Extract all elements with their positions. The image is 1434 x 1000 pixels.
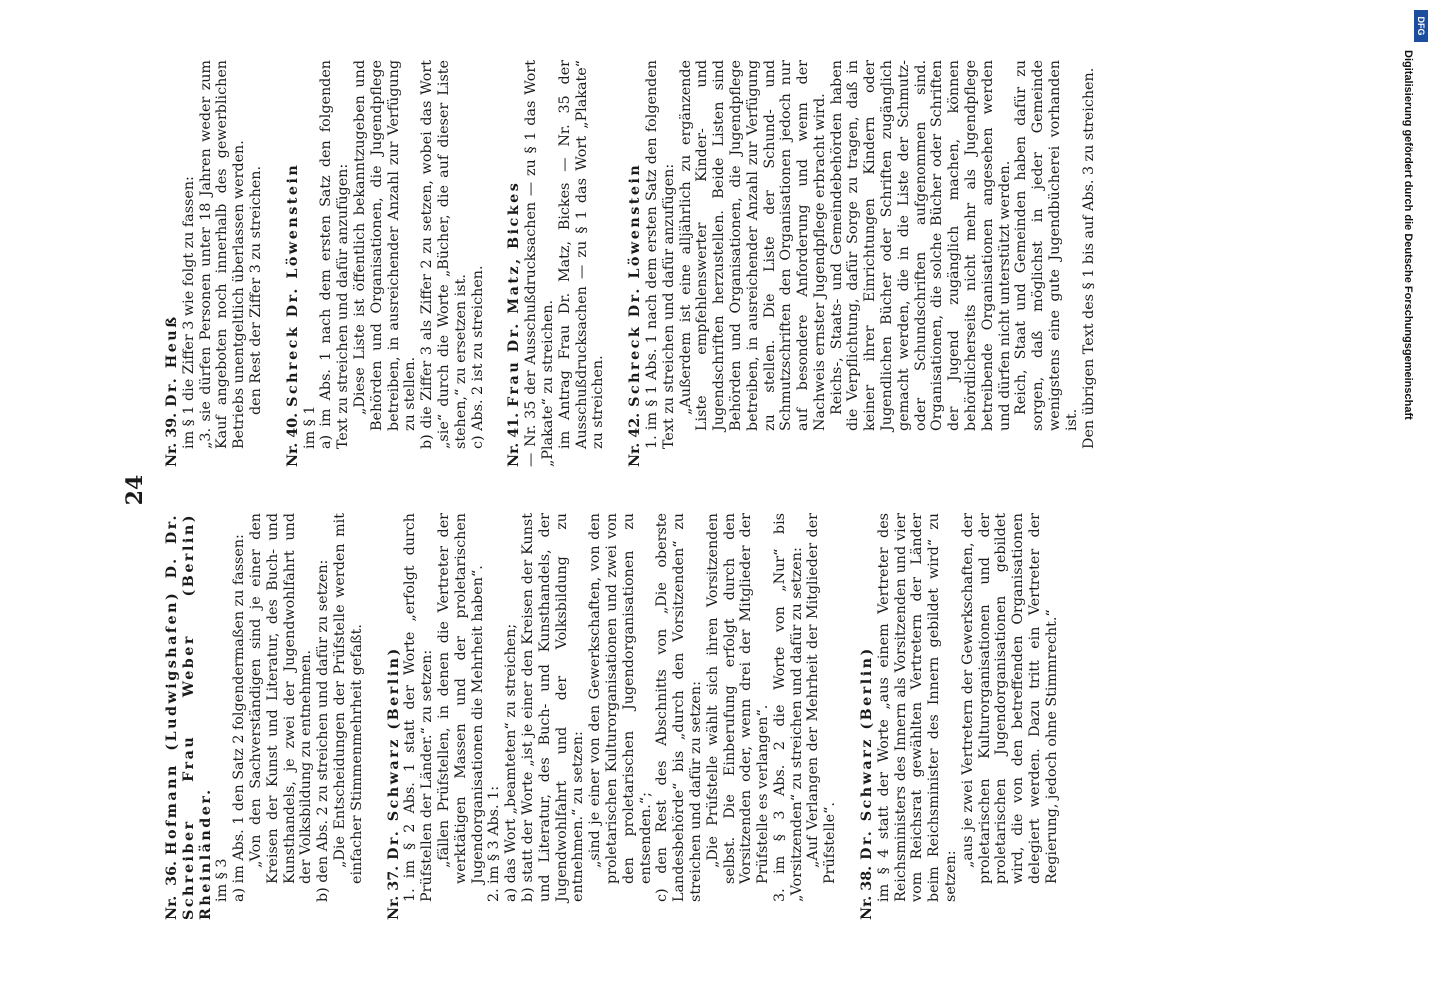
motion-authors: Schreck Dr. Löwenstein [284,162,301,407]
motion-text-line: im § 1 die Ziffer 3 wie folgt zu fassen: [180,176,197,449]
motion-entry [506,60,607,467]
motion-text-line: 3. im § 3 Abs. 2 die Worte von „Nur“ bis „Vorsitzenden“ zu streichen und dafür zu setzen: [771,513,805,902]
motion-number: Nr. 36. [164,860,180,920]
left-column [164,513,1117,920]
motion-entry [164,513,366,920]
dfg-credit: DFG Digitalisierung gefördert durch die Deutsche Forschungsgemeinschaft [1411,10,1431,390]
motion-number: Nr. 42. [627,412,644,467]
motion-number: Nr. 41. [506,412,523,467]
motion-authors: Dr. Schwarz (Berlin) [385,646,402,860]
motion-text-line: im § 4 statt der Worte „aus einem Vertreter des Reichsministers des Innern als Vorsitzenden und vier vom Reichsrat gewählten Vertretern der Länder beim Reichsminister des Innern gebildet wird“ zu setzen: [875,513,960,902]
motion-heading [859,513,876,920]
motion-text-line: — Nr. 35 der Ausschußdrucksachen — zu § 1 das Wort „Plakate“ zu streichen. [523,60,556,467]
motion-number: Nr. 38. [859,865,876,920]
motion-entry [164,60,265,467]
motion-text-line: „Die Prüfstelle wählt sich ihren Vorsitzenden selbst. Die Einberufung erfolgt durch den Vorsitzenden oder, wenn drei der Mitglieder der Prüfstelle es verlangen“. [704,513,772,884]
motion-heading [164,513,214,920]
motion-text-line: im Antrag Frau Dr. Matz, Bickes — Nr. 35 der Ausschußdrucksachen — zu § 1 das Wort „Plakate“ zu streichen. [556,60,607,449]
right-column [164,60,1117,467]
motion-text-line: Den übrigen Text des § 1 bis auf Abs. 3 zu streichen. [1080,67,1097,449]
motion-entry [627,60,1097,467]
motion-text-line: b) statt der Worte „ist je einer den Kreisen der Kunst und Literatur, des Buch- und Kunsthandels, der Jugendwohlfahrt und der Volksbildung zu entnehmen.“ zu setzen: [519,513,587,902]
motion-text-line: „Von den Sachverständigen sind je einer den Kreisen der Kunst und Literatur, des Buch- und Kunsthandels, je zwei der Jugendwohlfahrt und der Volksbildung zu entnehmen. [247,513,315,884]
motion-text-line: a) das Wort „beamteten“ zu streichen; [503,623,520,902]
motion-authors: Frau Dr. Matz, Bickes [506,180,523,407]
motion-authors: Hofmann (Ludwigshafen) D. Dr. Schreiber Frau Weber (Berlin) Rheinländer. [164,513,214,920]
motion-text-line: „Die Entscheidungen der Prüfstelle werden mit einfacher Stimmenmehrheit gefaßt. [331,513,365,884]
motion-entry [285,60,487,467]
motion-number: Nr. 40. [284,412,301,467]
motion-text-line: „3. sie dürfen Personen unter 18 Jahren weder zum Kauf angeboten noch innerhalb des gewerblichen Betriebs unentgeltlich überlassen werden. [197,60,248,449]
motion-text-line: b) den Abs. 2 zu streichen und dafür zu setzen: [315,559,332,902]
motion-heading [285,60,302,467]
motion-heading [506,60,523,467]
motion-authors: Dr. Schwarz (Berlin) [859,646,876,860]
motion-text-line: c) den Rest des Abschnitts von „Die oberste Landesbehörde“ bis „durch den Vorsitzenden“ zu streichen und dafür zu setzen: [654,513,704,902]
motion-text-line: „Diese Liste ist öffentlich bekanntzugeben und Behörden und Organisationen, die Jugendpflege betreiben, in ausreichender Anzahl zur Verfügung zu stellen. [351,60,419,431]
motion-text-line: „fällen Prüfstellen, in denen die Vertreter der werktätigen Massen und der proletarischen Jugendorganisationen die Mehrheit haben“. [435,513,486,884]
motion-text-line: „sind je einer von den Gewerkschaften, von den proletarischen Kulturorganisationen und zwei von den proletarischen Jugendorganisationen zu entsenden.“; [587,513,654,884]
motion-entry [859,513,1061,920]
motion-text-line: 2. im § 3 Abs. 1: [486,785,503,902]
motion-heading [627,60,644,467]
motion-number: Nr. 39. [164,412,180,467]
motion-authors: Schreck Dr. Löwenstein [627,162,644,407]
motion-text-line: Reich, Staat und Gemeinden haben dafür zu sorgen, daß möglichst in jeder Gemeinde wenigstens eine gute Jugendbücherei vorhanden ist. [1013,60,1080,431]
text-columns [164,60,1117,920]
page-number: 24 [122,474,148,506]
motion-text-line: Reichs-, Staats- und Gemeindebehörden haben die Verpflichtung, dafür Sorge zu tragen, daß in keiner ihrer Einrichtungen Kindern oder Jugendlichen Bücher oder Schriften zugänglich gemacht werden, die in die Liste der Schmutz- oder Schundschriften aufgenommen sind. Organisationen, die solche Bücher oder Schriften der Jugend zugänglich machen, können behördlicherseits nicht mehr als Jugendpflege betreibende Organisationen angesehen werden und dürfen nicht unterstützt werden. [828,60,1013,431]
motion-text-line: im § 3 [214,858,231,902]
motion-text-line: b) die Ziffer 3 als Ziffer 2 zu setzen, wobei das Wort „sie“ durch die Worte „Bücher, die auf dieser Liste stehen,“ zu ersetzen ist. [419,60,469,449]
motion-text-line: a) im Abs. 1 nach dem ersten Satz den folgenden Text zu streichen und dafür anzufügen: [318,60,352,449]
motion-text-line: den Rest der Ziffer 3 zu streichen. [247,165,264,415]
page-content [122,60,1117,920]
motion-text-line: „aus je zwei Vertretern der Gewerkschaften, der proletarischen Kulturorganisationen und der proletarischen Jugendorganisationen gebildet wird, die von den betreffenden Organisationen delegiert werden. Dazu tritt ein Vertreter der Regierung, jedoch ohne Stimmrecht.“ [959,513,1060,884]
dfg-logo: DFG [1414,10,1428,42]
motion-entry [386,513,840,920]
motion-number: Nr. 37. [385,865,402,920]
motion-text-line: „Außerdem ist eine alljährlich zu ergänzende Liste empfehlenswerter Kinder- und Jugendschriften herzustellen. Beide Listen sind Behörden und Organisationen, die Jugendpflege betreiben, in ausreichender Anzahl zur Verfügung zu stellen. Die Liste der Schund- und Schmutzschriften den Organisationen jedoch nur auf besondere Anforderung und wenn der Nachweis ernster Jugendpflege erbracht wird. [677,60,828,431]
motion-text-line: a) im Abs. 1 den Satz 2 folgendermaßen zu fassen: [231,534,248,902]
motion-text-line: c) Abs. 2 ist zu streichen. [469,265,486,449]
motion-heading [386,513,403,920]
motion-text-line: im § 1 [301,405,318,449]
motion-heading [164,60,181,467]
motion-text-line: 1. im § 2 Abs. 1 statt der Worte „erfolgt durch Prüfstellen der Länder.“ zu setzen: [402,513,436,902]
motion-text-line: „Auf Verlangen der Mehrheit der Mitglieder der Prüfstelle“. [805,513,839,884]
motion-text-line: 1. im § 1 Abs. 1 nach dem ersten Satz den folgenden Text zu streichen und dafür anzufügen: [643,60,677,449]
motion-authors: Dr. Heuß [164,314,180,407]
